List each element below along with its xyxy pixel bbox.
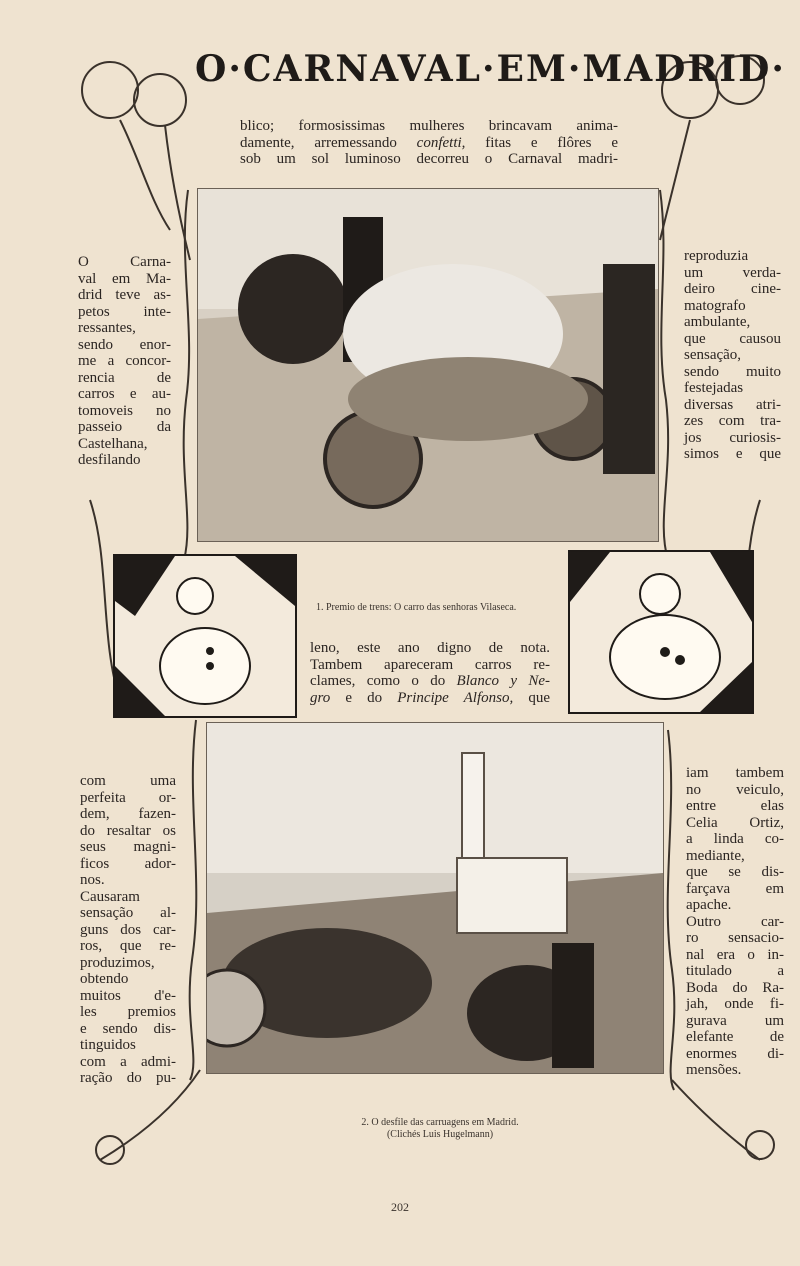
text-line: elefante de	[686, 1029, 784, 1045]
text-line: que se dis-	[686, 864, 784, 880]
text-line: zes com tra-	[684, 413, 781, 429]
text-line: ração do pu-	[80, 1070, 176, 1086]
text-line: tomoveis no	[78, 402, 171, 419]
text-line: sendo muito	[684, 363, 781, 380]
pierrot-right-artwork	[570, 552, 752, 712]
text-line: sensação,	[684, 347, 742, 363]
text-line: sensação al-	[80, 905, 176, 921]
text-line: titulado a	[686, 963, 784, 979]
text-line: clames, como o do Blanco y Ne-	[310, 673, 550, 689]
pierrot-left-artwork	[115, 556, 295, 716]
text-line: gro e do Principe Alfonso, que	[310, 689, 550, 706]
italic-word: gro	[310, 689, 331, 706]
text-line: obtendo	[80, 971, 129, 987]
text-line: sob um sol luminoso decorreu o Carnaval madri-	[240, 151, 618, 167]
text-line: Tambem apareceram carros re-	[310, 656, 550, 673]
text-line: entre elas	[686, 798, 784, 814]
photo-carnival-carriage	[197, 188, 659, 542]
article-title: O·CARNAVAL·EM·MADRID·	[195, 48, 786, 90]
italic-word: Principe Alfonso,	[397, 689, 514, 706]
photo2-caption-credit: (Clichés Luis Hugelmann)	[386, 1129, 494, 1140]
text-line: petos inte-	[78, 303, 171, 320]
text-line: nos.	[80, 872, 105, 888]
text-line: blico; formosissimas mulheres brincavam anima-	[240, 118, 618, 134]
text-line: reproduzia	[684, 248, 749, 264]
text-line: les premios	[80, 1004, 176, 1020]
text-line: mediante,	[686, 847, 745, 864]
text-line: com uma	[80, 773, 176, 789]
text-line: carros e au-	[78, 386, 171, 402]
illustration-pierrot-right	[568, 550, 754, 714]
page-number: 202	[391, 1200, 409, 1214]
text-line: Outro car-	[686, 913, 784, 930]
text-line: a linda co-	[686, 831, 784, 847]
text-line: guns dos car-	[80, 921, 176, 938]
text-line: O Carna-	[78, 254, 171, 270]
text-line: enormes di-	[686, 1045, 784, 1062]
text-line: passeio da	[78, 419, 171, 435]
text-line: rencia de	[78, 369, 171, 386]
text-line: com a admi-	[80, 1053, 176, 1070]
italic-word: confetti,	[416, 134, 466, 151]
text-line: jos curiosis-	[684, 429, 781, 446]
text-line: ressantes,	[78, 320, 136, 336]
text-line: muitos d'e-	[80, 987, 176, 1004]
text-line: Castelhana,	[78, 435, 148, 452]
right-column-bottom	[686, 765, 784, 1079]
text-line: ros, que re-	[80, 938, 176, 954]
text-line: festejadas	[684, 380, 744, 396]
text-line: Causaram	[80, 888, 140, 905]
left-column-top	[78, 254, 171, 469]
photo1-caption: 1. Premio de trens: O carro das senhoras Vilaseca.	[316, 602, 517, 613]
text-line: matografo	[684, 297, 746, 314]
text-line: damente, arremessando confetti, fitas e flôres e	[240, 134, 618, 151]
text-line: mensões.	[686, 1062, 742, 1078]
text-line: apache.	[686, 897, 732, 913]
text-line: val em Ma-	[78, 270, 171, 287]
text-line: perfeita or-	[80, 789, 176, 806]
text-line: Boda do Ra-	[686, 979, 784, 996]
text-line: nal era o in-	[686, 946, 784, 963]
text-line: desfilando	[78, 452, 141, 468]
right-column-top	[684, 248, 781, 463]
text-line: jah, onde fi-	[686, 996, 784, 1012]
text-line: que causou	[684, 330, 781, 347]
italic-word: Blanco y Ne-	[456, 673, 550, 689]
text-line: me a concor-	[78, 353, 171, 369]
intro-paragraph	[240, 118, 618, 168]
text-line: seus magni-	[80, 839, 176, 855]
text-line: ro sensacio-	[686, 930, 784, 946]
photo2-caption	[300, 1117, 580, 1141]
text-line: Celia Ortiz,	[686, 814, 784, 831]
text-line: dem, fazen-	[80, 806, 176, 822]
carriage-photo-illustration	[198, 189, 658, 541]
text-line: produzimos,	[80, 954, 155, 971]
text-line: gurava um	[686, 1012, 784, 1029]
photo-carriage-parade	[206, 722, 664, 1074]
photo2-caption-line: 2. O desfile das carruagens em Madrid.	[361, 1117, 519, 1128]
text-line: ficos ador-	[80, 855, 176, 872]
text-line: no veiculo,	[686, 781, 784, 798]
text-line: simos e que	[684, 446, 781, 462]
text-line: farçava em	[686, 880, 784, 897]
text-line: tinguidos	[80, 1037, 136, 1053]
text-line: leno, este ano digno de nota.	[310, 640, 550, 656]
text-line: do resaltar os	[80, 822, 176, 839]
text-line: diversas atri-	[684, 396, 781, 413]
text-line: sendo enor-	[78, 336, 171, 353]
middle-paragraph	[310, 640, 550, 706]
text-line: e sendo dis-	[80, 1020, 176, 1037]
parade-photo-illustration	[207, 723, 663, 1073]
text-line: um verda-	[684, 264, 781, 281]
illustration-pierrot-left	[113, 554, 297, 718]
text-line: deiro cine-	[684, 281, 781, 297]
text-line: drid teve as-	[78, 287, 171, 303]
text-line: ambulante,	[684, 314, 751, 330]
text-line: iam tambem	[686, 765, 784, 781]
left-column-bottom	[80, 773, 176, 1087]
